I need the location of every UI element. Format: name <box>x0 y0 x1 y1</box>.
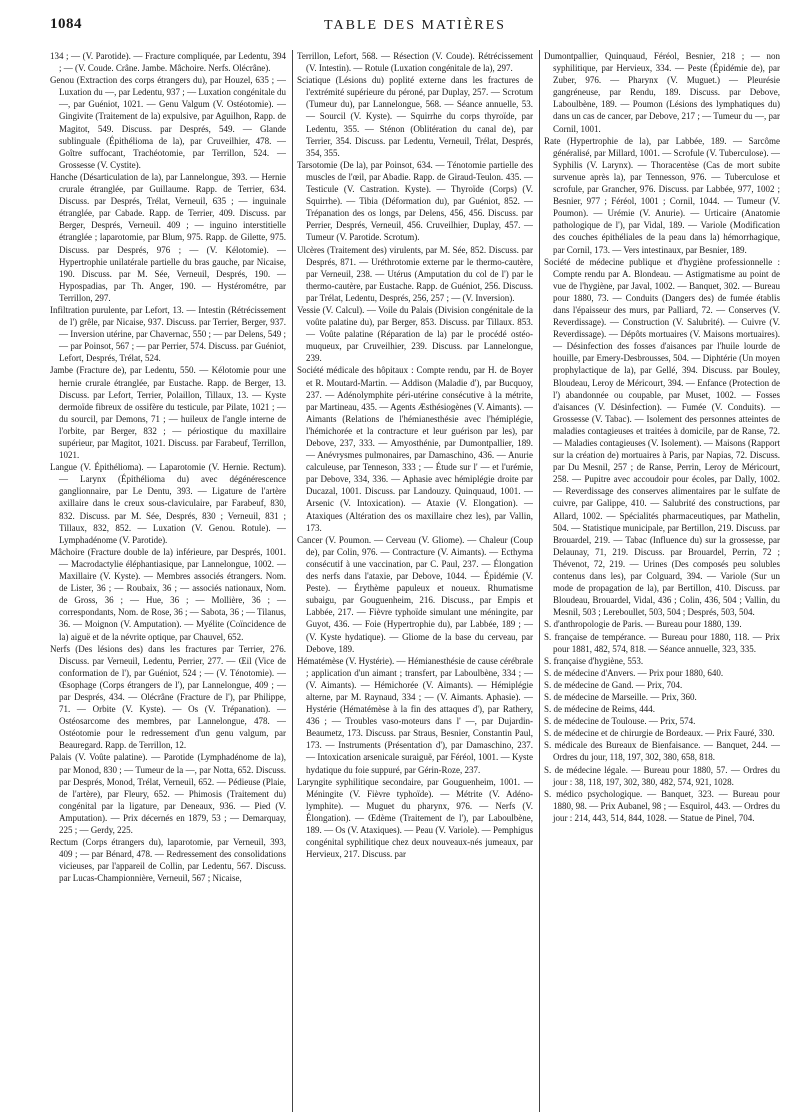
index-entry: S. de médecine de Marseille. — Prix, 360. <box>544 691 697 702</box>
index-entry: Nerfs (Des lésions des) dans les fractures par Terrier, 276. Discuss. par Verneuil, Ledentu, Perrier, 277. — Œil (Vice de conformation de l'), par Guéniot, 524 ; — (V. Ténotomie). — Œsophage (Corps étrangers de l'), par Lannelongue, 409 ; — par Després, 434. — Olécrâne (Fracture de l'), par Philippe, 71. — Orbite (V. Kyste). — Os (V. Trépanation). — Ostéosarcome des membres, par Lannelongue, 478. — Ostéotomie pour le redressement d'un genu valgum, par Beauregard. Rapp. de Terrillon, 12. <box>50 643 286 751</box>
index-entry: Vessie (V. Calcul). — Voile du Palais (Division congénitale de la voûte palatine du), par Berger, 853. Discuss. par Tillaux. 853. — Voûte palatine (Réparation de la) par le procédé ostéo-muqueux, par Cruveilhier, 239. Discuss. par Lannelongue, 239. <box>297 304 533 364</box>
running-title: TABLE DES MATIÈRES <box>324 18 506 33</box>
column-divider <box>539 50 540 1112</box>
index-entry: S. d'anthropologie de Paris. — Bureau pour 1880, 139. <box>544 619 742 630</box>
index-entry: S. médicale des Bureaux de Bienfaisance. — Banquet, 244. — Ordres du jour, 118, 197, 302, 380, 658, 818. <box>544 740 780 763</box>
index-entry: Société de médecine publique et d'hygiène professionnelle : Compte rendu par A. Blondeau. — Astigmatisme au point de vue de l'hygiène, par Javal, 1002. — Banquet, 302. — Bureau pour 1880, 73. — Conduits (Dangers des) de fumée établis dans l'épaisseur des murs, par Palliard, 72. — Conserves (V. Reverdissage). — Construction (V. Salubrité). — Cuivre (V. Reverdissage). — Dépôts mortuaires (V. Maisons mortuaires). — Désinfection des fosses d'aisances par l'huile lourde de houille, par Emery-Desbrousses, 504. — Diphtérie (Un moyen prophylactique de la), par Gellé, 394. Discuss. par Bouley, Bloudeau, Leroy de Méricourt, 394. — Enfance (Protection de l') abandonnée ou coupable, par Muset, 1002. — Fosses d'aisances (V. Désinfection). — Fumée (V. Conduits). — Grossesse (V. Tabac). — Isolement des personnes atteintes de maladies contagieuses et traitées à domicile, par de Ranse, 72. — Maladies contagieuses (V. Isolement). — Maisons (Rapport sur la création de) mortuaires à Paris, par Napias, 72. Discuss. par Du Mesnil, 257 ; de Ranse, Perrin, Leroy de Méricourt, 258. — Pupitre avec accoudoir pour écoles, par Dally, 1002. — Reverdissage des conserves alimentaires par le sulfate de cuivre, par Galippe, 410. — Salubrité des constructions, par Allard, 1002. — Spécialités pharmaceutiques, par Mathelin, 504. — Statistique municipale, par Bertillon, 219. Discuss. par Brouardel, 219. — Tabac (Influence du) sur la grossesse, par Delaunay, 71, 219. Discuss. par Brouardel, Perrin, 72 ; Thévenot, 72, 219. — Urines (Des composés peu solubles contenus dans les), par Colguard, 394. — Variole (Sur un mode de propagation de la), par Bertillon, 410. Discuss. par Bloudeau, Brouardel, Vidal, 436 ; Colin, 436, 504 ; Vallin, du Mesnil, 503 ; Lereboullet, 503, 504 ; Després, 503, 504. <box>544 256 780 618</box>
index-entry: Société médicale des hôpitaux : Compte rendu, par H. de Boyer et R. Moutard-Martin. — Addison (Maladie d'), par Bucquoy, 237. — Adénolymphite péri-utérine consécutive à la métrite, par Martineau, 435. — Agents Æsthésiogènes (V. Aimants). — Aimants (Relations de l'hémianesthésie avec l'hémiplégie, l'hémichorée et la contracture et leur guérison par les), par Debove, 237, 333. — Amyosthénie, par Dumontpallier, 189. — Anévrysmes pulmonaires, par Damaschino, 436. — Anurie calculeuse, par Tenneson, 333 ; — Étude sur l' — et l'urémie, par Debove, 334, 336. — Aphasie avec hémiplégie droite par Ducazal, 1001. Discuss. par Landouzy. Quinquaud, 1001. — Arsenic (V. Intoxication). — Ataxie (V. Elongation). — Ataxiques (Altération des os maxillaire chez les), par Vallin, 173. <box>297 365 533 533</box>
index-entry: S. médico psychologique. — Banquet, 323. — Bureau pour 1880, 98. — Prix Aubanel, 98 ; — Esquirol, 443. — Ordres du jour : 214, 443, 514, 844, 1028. — Statue de Pinel, 704. <box>544 788 780 823</box>
index-entry: Sciatique (Lésions du) poplité externe dans les fractures de l'extrémité supérieure du péroné, par Duplay, 257. — Scrotum (Tumeur du), par Lannelongue, 568. — Séance annuelle, 53. — Sourcil (V. Kyste). — Squirrhe du corps thyroïde, par Ledentu, 355. — Sténon (Oblitération du canal de), par Terrier, 354. Discuss. par Ledentu, Verneuil, Trélat, Després, 354, 355. <box>297 75 533 158</box>
index-entry: Tarsotomie (De la), par Poinsot, 634. — Ténotomie partielle des muscles de l'œil, par Abadie. Rapp. de Giraud-Teulon. 435. — Testicule (V. Castration. Kyste). — Thyroïde (Corps) (V. Squirrhe). — Tibia (Déformation du), par Guéniot, 852. — Trépanation des os longs, par Delens, 456, 456. Discuss. par Perrier, Després, Verneuil, 456. Cruveilhier, Duplay, 457. — Tumeur (V. Parotide. Scrotum). <box>297 159 533 243</box>
index-entry: Jambe (Fracture de), par Ledentu, 550. — Kélotomie pour une hernie crurale étranglée, par Eustache. Rapp. de Berger, 13. Discuss. par Lefort, Terrier, Polaillon, Tillaux, 13. — Kyste dermoïde fibreux de ossifère du testicule, par Pilate, 1021 ; — du sourcil, par Demons, 71 ; — huileux de l'angle interne de l'orbite, par Berger, 832 ; — périostique du maxillaire supérieur, par Magitot, 1021. Discuss. par Farabeuf, Terrillon, 1021. <box>50 365 286 461</box>
index-entry: S. de médecine de Reims, 444. <box>544 704 655 715</box>
index-entry: Hématémèse (V. Hystérie). — Hémianesthésie de cause cérébrale ; application d'un aimant ; transfert, par Laboulbène, 334 ; — (V. Aimants). — Hémichorée (V. Aimants). — Hémiplégie alterne, par M. Raynaud, 334 ; — (V. Aimants. Aphasie). — Hystérie (Hématémèse à la fin des attaques d'), par Rathery, 436 ; — Troubles vaso-moteurs dans l' —, par Dujardin-Beaumetz, 173. Discuss. par Straus, Besnier, Constantin Paul, 173. — Instruments (Présentation d'), par Damaschino, 237. — Intoxication arsenicale suraiguë, par Féréol, 1001. — Kyste hydatique du foie suppuré, par Gérin-Roze, 237. <box>297 655 533 775</box>
index-entry: Terrillon, Lefort, 568. — Résection (V. Coude). Rétrécissement (V. Intestin). — Rotule (Luxation congénitale de la), 297. <box>297 51 533 74</box>
index-entry: Rate (Hypertrophie de la), par Labbée, 189. — Sarcôme généralisé, par Millard, 1001. — Scrofule (V. Tuberculose). — Syphilis (V. Larynx). — Thoracentèse (Cas de mort subite survenue après la), par Tennesson, 976. — Tuberculose et scrofule, par Grancher, 976. Discuss. par Labbée, 977, 1002 ; Besnier, 977 ; Féréol, 1001 ; Cornil, 1044. — Tumeur (V. Poumon). — Urémie (V. Anurie). — Urticaire (Anatomie pathologique de l'), par Vidal, 189. — Variole (Modification des couches épithéliales de la peau dans la) hémorrhagique, par Cornil, 173. — Vers intestinaux, par Besnier, 189. <box>544 135 780 255</box>
index-entry: Laryngite syphilitique secondaire, par Gouguenheim, 1001. — Méningite (V. Fièvre typhoïde). — Métrite (V. Adéno-lymphite). — Muguet du pharynx, 976. — Nerfs (V. Élongation). — Œdème (Traitement de l'), par Laboulbène, 189. — Os (V. Ataxiques). — Peau (V. Variole). — Pemphigus congénital syphilitique chez deux nouveaux-nés jumeaux, par Hervieux, 217. Discuss. par <box>297 776 533 860</box>
page-header <box>50 14 780 42</box>
index-entry: Mâchoire (Fracture double de la) inférieure, par Després, 1001. — Macrodactylie éléphantiasique, par Lannelongue, 1002. — Maxillaire (V. Kyste). — Membres associés étrangers. Nom. de Lister, 36 ; — Roubaix, 36 ; — associés nationaux, Nom. de Gross, 36 ; — Hue, 36 ; — Mollière, 36 ; — correspondants, Nom. de Rose, 36 ; — Sabota, 36 ; — Tilanus, 36. — Moignon (V. Amputation). — Myélite (Coïncidence de la) aiguë et de la névrite optique, par Chauvel, 652. <box>50 546 286 642</box>
index-entry: S. de médecine de Toulouse. — Prix, 574. <box>544 716 696 727</box>
index-entry: S. de médecine légale. — Bureau pour 1880, 57. — Ordres du jour : 38, 118, 197, 302, 380, 482, 574, 921, 1028. <box>544 764 780 787</box>
index-entry: Infiltration purulente, par Lefort, 13. — Intestin (Rétrécissement de l') grêle, par Nicaise, 937. Discuss. par Terrier, Berger, 937. — Inversion utérine, par Chavernac, 550 ; — par Delens, 549 ; — par Poinsot, 567 ; — par Perrier, 574. Discuss. par Guéniot, Lefort, Després, Trélat, 524. <box>50 304 286 364</box>
index-entry: Ulcères (Traitement des) virulents, par M. Sée, 852. Discuss. par Després, 871. — Uréthrotomie externe par le thermo-cautère, par Verneuil, 238. — Utérus (Amputation du col de l') par le thermo-cautère, par Eustache. Rapp. de Guéniot, 256. Discuss. par Trélat, Ledentu, Després, 256, 257 ; — (V. Inversion). <box>297 244 533 303</box>
index-column-2 <box>297 50 533 1112</box>
index-entry: Genou (Extraction des corps étrangers du), par Houzel, 635 ; — Luxation du —, par Ledentu, 937 ; — Luxation congénitale du —, par Guéniot, 1021. — Genu Valgum (V. Ostéotomie). — Gingivite (Traitement de la) expulsive, par Aguilhon, Rapp. de Magitot, 549. Discuss. par Després, 549. — Glande sublinguale (Épithélioma de la), par Cruveilhier, 478. — Goître suffocant, Trachéotomie, par Terrillon, 524. — Grossesse (V. Cystite). <box>50 75 286 170</box>
index-entry: 134 ; — (V. Parotide). — Fracture compliquée, par Ledentu, 394 ; — (V. Coude. Crâne. Jambe. Mâchoire. Nerfs. Olécrâne). <box>50 51 286 74</box>
index-entry: S. de médecine de Gand. — Prix, 704. <box>544 679 683 690</box>
page-number: 1084 <box>50 16 82 32</box>
index-columns <box>50 50 780 1112</box>
index-entry: S. française de tempérance. — Bureau pour 1880, 118. — Prix pour 1881, 482, 574, 818. — Séance annuelle, 323, 335. <box>544 631 780 654</box>
index-entry: Langue (V. Épithélioma). — Laparotomie (V. Hernie. Rectum). — Larynx (Épithélioma du) avec dégénérescence ganglionnaire, par Le Dentu, 393. — Ligature de l'artère axillaire dans le creux sous-claviculaire, par Farabeuf, 830, 832. Discuss. par M. Sée, Després, 830 ; Verneuil, 831 ; Tillaux, 832, 852. — Luxation (V. Genou. Rotule). — Lymphadénome (V. Parotide). <box>50 462 286 545</box>
index-entry: S. de médecine et de chirurgie de Bordeaux. — Prix Fauré, 330. <box>544 728 775 739</box>
index-entry: S. de médecine d'Anvers. — Prix pour 1880, 640. <box>544 667 724 678</box>
index-entry: S. française d'hygiène, 553. <box>544 655 644 666</box>
index-page <box>50 14 780 884</box>
index-column-1 <box>50 50 286 1112</box>
index-entry: Rectum (Corps étrangers du), laparotomie, par Verneuil, 393, 409 ; — par Bénard, 478. — Redressement des consolidations vicieuses, par l'appareil de Collin, par Ledentu, 567. Discuss. par Lucas-Championnière, Verneuil, 567 ; Nicaise, <box>50 837 286 884</box>
index-entry: Palais (V. Voûte palatine). — Parotide (Lymphadénome de la), par Monod, 830 ; — Tumeur de la —, par Notta, 652. Discuss. par Després, Monod, Trélat, Verneuil, 652. — Pédieuse (Plaie, de l'artère), par Fleury, 652. — Phimosis (Traitement du) congénital par la ligature, par Deneaux, 936. — Pied (V. Amputation). — Prix décernés en 1879, 53 ; — Demarquay, 225 ; — Gerdy, 225. <box>50 752 286 835</box>
index-entry: Dumontpallier, Quinquaud, Féréol, Besnier, 218 ; — non syphilitique, par Hervieux, 334. — Peste (Épidémie de), par Zuber, 976. — Pharynx (V. Muguet.) — Pleurésie gangréneuse, par Rendu, 189. Discuss. par Debove, Laboulbène, 189. — Poumon (Lésions des lymphatiques du) dans un cas de cancer, par Debove, 217 ; — Tumeur du —, par Cornil, 1001. <box>544 51 780 134</box>
index-column-3 <box>544 50 780 1112</box>
index-entry: Cancer (V. Poumon. — Cerveau (V. Gliome). — Chaleur (Coup de), par Colin, 976. — Contracture (V. Aimants). — Ecthyma consécutif à une vaccination, par C. Paul, 237. — Élongation des nerfs dans l'ataxie, par Debove, 1044. — Épidémie (V. Peste). — Érythème papuleux et noueux. Rhumatisme subaigu, par Gouguenheim, 216. Discuss., par Empis et Labbée, 217. — Fièvre typhoïde simulant une méningite, par Guyot, 436. — Foie (Hypertrophie du), par Labbée, 189 ; — (V. Kyste hydatique). — Gliome de la base du cerveau, par Debove, 189. <box>297 534 533 654</box>
index-entry: Hanche (Désarticulation de la), par Lannelongue, 393. — Hernie crurale étranglée, par Guillaume. Rapp. de Terrier, 634. Discuss. par Després, Trélat, Verneuil, 635 ; — inguinale étranglée, par Cabade. Rapp. de Terrier, 409. Discuss. par Berger, Després, Verneuil. 409 ; — inguino interstitielle étranglée ; laparotomie, par Blum, 975. Rapp. de Gilette, 975. Discuss. par Després, 976 ; — (V. Kélotomie). — Hypertrophie unilatérale partielle du bras gauche, par Nicaise, 190. Discuss. par M. Sée, Verneuil, Després, 190. — Hypospadias, par Th. Anger, 190. — Hystérométre, par Terrillon, 297. <box>50 171 286 303</box>
column-divider <box>292 50 293 1112</box>
